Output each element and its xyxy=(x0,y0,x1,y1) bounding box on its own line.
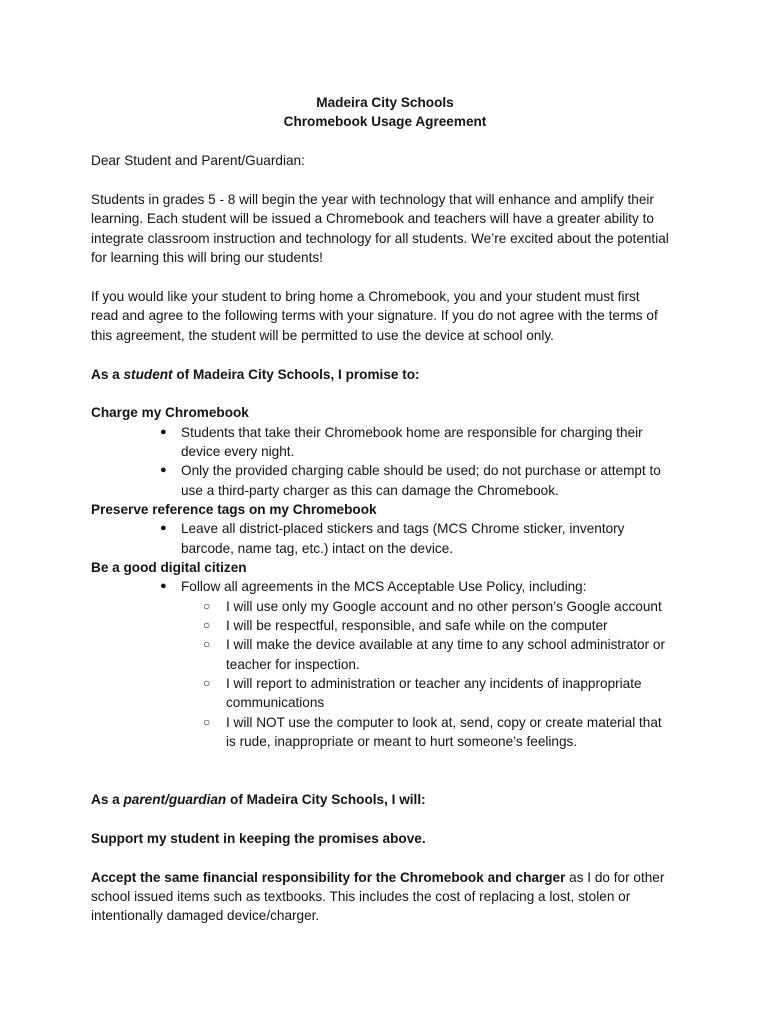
bullet-icon: ● xyxy=(160,464,167,476)
sub-list-item-text: I will be respectful, responsible, and safe while on the computer xyxy=(226,618,608,633)
student-heading-pre: As a xyxy=(91,367,124,382)
document-title: Chromebook Usage Agreement xyxy=(283,114,487,129)
bullet-icon: ● xyxy=(160,426,167,438)
accept-line-2: school issued items such as textbooks. This includes the cost of replacing a lost, stolen or xyxy=(91,889,631,904)
accept-bold: Accept the same financial responsibility for the Chromebook and charger xyxy=(91,870,566,885)
sub-list-item-text: teacher for inspection. xyxy=(226,657,360,672)
accept-line-3: intentionally damaged device/charger. xyxy=(91,908,320,923)
hollow-bullet-icon: ○ xyxy=(203,715,211,729)
sub-list-item-text: I will make the device available at any time to any school administrator or xyxy=(226,637,665,652)
parent-heading xyxy=(91,790,691,809)
sub-list-item-text: I will use only my Google account and no other person’s Google account xyxy=(226,599,662,614)
list-item-text: barcode, name tag, etc.) intact on the device. xyxy=(181,541,454,556)
accept-rest: as I do for other xyxy=(565,870,665,885)
intro-line-4: for learning this will bring our students! xyxy=(91,250,323,265)
student-heading-emphasis: student xyxy=(123,367,173,382)
hollow-bullet-icon: ○ xyxy=(203,599,211,613)
parent-heading-emphasis: parent/guardian xyxy=(123,792,227,807)
sub-list-item-text: is rude, inappropriate or meant to hurt someone’s feelings. xyxy=(226,734,578,749)
student-heading xyxy=(91,365,691,384)
list-item-text: Leave all district-placed stickers and tags (MCS Chrome sticker, inventory xyxy=(181,521,625,536)
parent-heading-post: of Madeira City Schools, I will: xyxy=(226,792,426,807)
student-heading-post: of Madeira City Schools, I promise to: xyxy=(172,367,420,382)
intro-line-3: integrate classroom instruction and technology for all students. We’re excited about the potential xyxy=(91,231,669,246)
intro-line-2: learning. Each student will be issued a Chromebook and teachers will have a greater ability to xyxy=(91,211,654,226)
citizen-section-title: Be a good digital citizen xyxy=(91,560,247,575)
sub-list-item-text: communications xyxy=(226,695,325,710)
list-item-text: device every night. xyxy=(181,444,295,459)
accept-line-1 xyxy=(91,868,691,887)
home-line-3: this agreement, the student will be permitted to use the device at school only. xyxy=(91,328,554,343)
charge-section-title: Charge my Chromebook xyxy=(91,405,249,420)
tags-section-title: Preserve reference tags on my Chromebook xyxy=(91,502,377,517)
home-line-2: read and agree to the following terms with your signature. If you do not agree with the terms of xyxy=(91,308,658,323)
list-item-text: use a third-party charger as this can damage the Chromebook. xyxy=(181,483,559,498)
district-name: Madeira City Schools xyxy=(316,95,454,110)
bullet-icon: ● xyxy=(160,522,167,534)
list-item-text: Students that take their Chromebook home are responsible for charging their xyxy=(181,425,643,440)
sub-list-item-text: I will NOT use the computer to look at, send, copy or create material that xyxy=(226,715,662,730)
list-item-text: Follow all agreements in the MCS Acceptable Use Policy, including: xyxy=(181,579,587,594)
list-item-text: Only the provided charging cable should be used; do not purchase or attempt to xyxy=(181,463,661,478)
greeting: Dear Student and Parent/Guardian: xyxy=(91,153,305,168)
home-line-1: If you would like your student to bring home a Chromebook, you and your student must first xyxy=(91,289,640,304)
support-statement: Support my student in keeping the promises above. xyxy=(91,831,426,846)
hollow-bullet-icon: ○ xyxy=(203,618,211,632)
hollow-bullet-icon: ○ xyxy=(203,676,211,690)
sub-list-item-text: I will report to administration or teacher any incidents of inappropriate xyxy=(226,676,642,691)
parent-heading-pre: As a xyxy=(91,792,124,807)
intro-line-1: Students in grades 5 - 8 will begin the year with technology that will enhance and amplify their xyxy=(91,192,654,207)
hollow-bullet-icon: ○ xyxy=(203,637,211,651)
bullet-icon: ● xyxy=(160,580,167,592)
